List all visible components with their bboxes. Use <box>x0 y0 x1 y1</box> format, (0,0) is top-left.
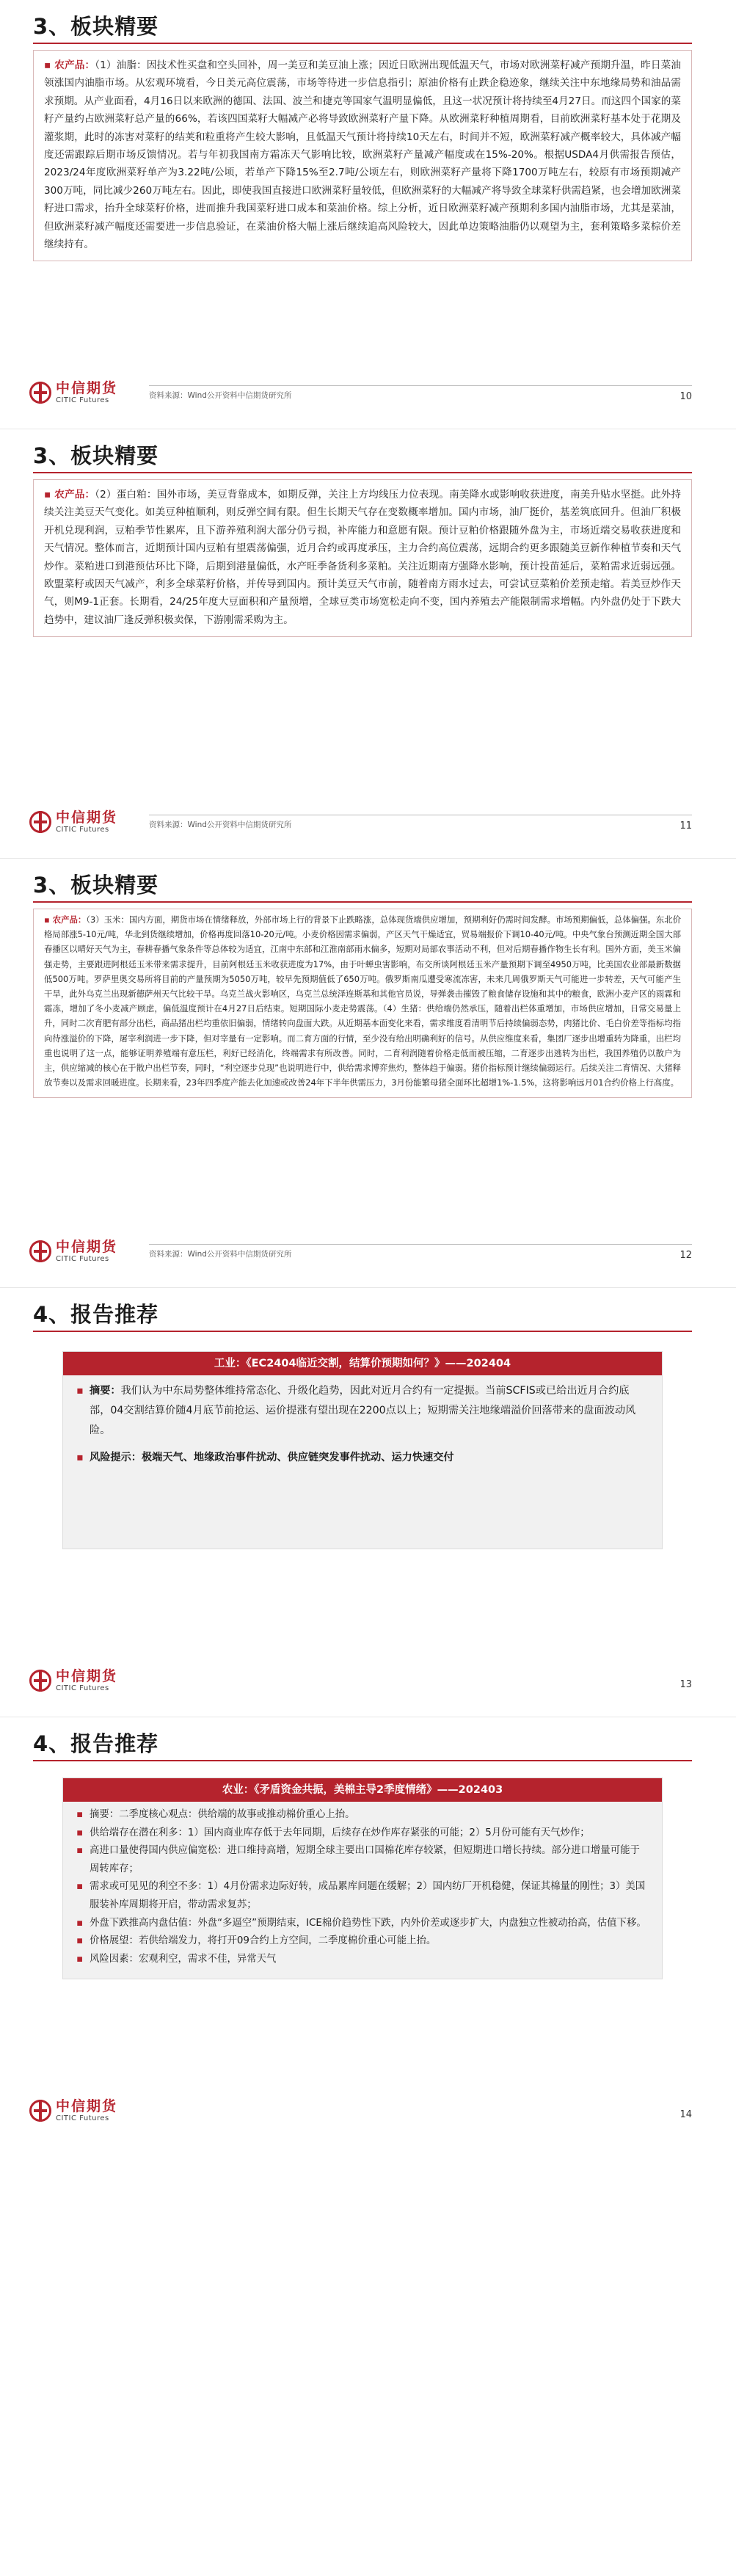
item-text: 价格展望：若供给端发力，将打开09合约上方空间，二季度棉价重心可能上抬。 <box>90 1935 437 1947</box>
page-number: 13 <box>679 1679 692 1690</box>
page-number: 11 <box>679 821 692 832</box>
logo-name-cn: 中信期货 <box>56 809 118 826</box>
source-note: 资料来源：Wind公开资料中信期货研究所 <box>149 1250 292 1259</box>
list-item <box>76 1806 649 1824</box>
list-item <box>76 1932 649 1951</box>
logo-name-cn: 中信期货 <box>56 1668 118 1684</box>
section-title: 3、板块精要 <box>33 873 159 898</box>
citic-logo <box>29 1239 117 1264</box>
content-box <box>33 479 692 637</box>
citic-logo <box>29 2098 117 2123</box>
list-item <box>76 1951 649 1969</box>
title-rule <box>33 901 692 903</box>
section-title: 4、报告推荐 <box>33 1731 159 1756</box>
item-label: 摘要： <box>90 1385 121 1397</box>
report-body <box>63 1375 662 1538</box>
list-item <box>76 1842 649 1878</box>
item-text: 供给端存在潜在利多：1）国内商业库存低于去年同期，后续存在炒作库存紧张的可能；2）5月份可能有天气炒作； <box>90 1827 590 1838</box>
lead-label: 农产品： <box>54 489 95 501</box>
slide-page-10 <box>0 0 736 429</box>
citic-logo-icon <box>29 811 51 833</box>
citic-logo <box>29 1668 117 1693</box>
logo-name-cn: 中信期货 <box>56 380 118 396</box>
section-title: 4、报告推荐 <box>33 1302 159 1327</box>
logo-name-en: CITIC Futures <box>56 1684 109 1692</box>
logo-name-cn: 中信期货 <box>56 1239 118 1255</box>
report-card <box>62 1351 663 1549</box>
bullet-icon: ▪ <box>44 489 55 501</box>
report-title[interactable]: 工业：《EC2404临近交割，结算价预期如何？》——202404 <box>63 1352 662 1375</box>
list-item <box>76 1448 649 1468</box>
title-rule <box>33 43 692 44</box>
report-title[interactable]: 农业：《矛盾资金共振，美棉主导2季度情绪》——202403 <box>63 1778 662 1802</box>
title-rule <box>33 472 692 473</box>
lead-label: 农产品： <box>52 914 87 925</box>
bullet-icon: ▪ <box>44 914 53 925</box>
list-item <box>76 1824 649 1843</box>
item-text: 外盘下跌推高内盘估值：外盘“多逼空”预期结束，ICE棉价趋势性下跌，内外价差或逐步扩大，内盘独立性被动抬高，估值下移。 <box>90 1917 646 1929</box>
lead-label: 农产品： <box>54 59 95 71</box>
bullet-icon: ▪ <box>44 59 55 71</box>
bullet-icon: ▪ <box>76 1917 84 1929</box>
citic-logo-icon <box>29 382 51 404</box>
page-number: 10 <box>679 391 692 402</box>
logo-name-en: CITIC Futures <box>56 2114 109 2122</box>
footer-rule <box>149 1244 692 1245</box>
page-number: 12 <box>679 1250 692 1261</box>
title-rule <box>33 1331 692 1332</box>
citic-logo-icon <box>29 2100 51 2122</box>
bullet-icon: ▪ <box>76 1935 84 1947</box>
content-box <box>33 909 692 1098</box>
paragraph-text: （3）玉米：国内方面，期货市场在情绪释放，外部市场上行的背景下止跌略涨，总体现货端供应增加，预期利好仍需时间发酵。市场预期偏低，总体偏强。东北价格局部涨5-10元/吨，华北到货继续增加，价格再度回落10-20元/吨。小麦价格因需求偏弱，产区天气干燥适宜，贸易端报价下调10-40元/吨。中央气象台预测近期全国大部春播区以晴好天气为主，春耕春播气象条件等总体较为适宜，江南中东部和江淮南部雨水偏多，短期对局部农事活动不利，但对后期春播作物生长有利。国外方面，美玉米偏强走势，主要跟进阿根廷玉米带来需求提升，目前阿根廷玉米收获进度为17%，由于叶蝉虫害影响，布交所谈阿根廷玉米产量预期下调至4950万吨，比美国农业部最新数据低500万吨。罗萨里奥交易所将目前的产量预期为5050万吨，较早先预期值低了650万吨。俄罗斯南瓜遭受寒流冻害，未来几周俄罗斯天气可能进一步转差，天气可能产生干旱，此外乌克兰出现新德萨州天气比较干旱。乌克兰战火影响区，乌克兰总统泽连斯基和其他官员说，导弹袭击摧毁了粮食储存设施和其中的粮食，欧洲小麦产区的雨霖和霜冻，增加了冬小麦减产顾虑，偏低温度预计在4月27日后结束。短期国际小麦走势震荡。（4）生猪：供给端仍然承压，随着出栏体重增加，市场供应增加，日常交易量上升，同时二次育肥有部分出栏，商品猪出栏均重依旧偏弱，情绪转向盘面大跌。从近期基本面变化来看，需求维度看清明节后持续偏弱态势，肉猪比价、毛白价差等指标均指向待涨溢价的下降，屠宰利润进一步下降，但对宰量有一定影响。而二育方面的行情，至少没有给出明确利好的信号。从供应维度来看，集团厂逐步出增重转为降重，出栏均重也说明了这一点，能够证明养殖端有意压栏，利好已经消化，终端需求有所改善。同时，二育利润随着价格走低而被压缩，二育逐步出逃转为出栏，我国养殖仍以散户为主，供应缩减的核心在于散户出栏节奏，同时，“利空逐步兑现”也说明进行中，供给需求博弈焦灼，整体趋于偏弱。猪价指标预计继续偏弱运行。后续关注二育情况、大猪释放节奏以及需求回暖进度。长期来看，23年四季度产能去化加速或改善24年下半年供需压力，3月份能繁母猪全面环比超增1%-1.5%，这将影响远月01合约价格上行高度。 <box>44 914 681 1088</box>
logo-name-en: CITIC Futures <box>56 396 109 404</box>
paragraph <box>44 57 681 253</box>
paragraph <box>44 912 681 1090</box>
slide-page-14 <box>0 1717 736 2147</box>
paragraph-text: （1）油脂：因技术性买盘和空头回补，周一美豆和美豆油上涨；因近日欧洲出现低温天气，市场对欧洲菜籽减产预期升温，昨日菜油领涨国内油脂市场。从宏观环境看，今日美元高位震荡，市场等待进一步信息指引；原油价格有止跌企稳迹象，继续关注中东地缘局势和油品需求预期。从产业面看，4月16日以来欧洲的德国、法国、波兰和捷克等国家气温明显偏低，且这一状况预计将持续至4月27日。而这四个国家的菜籽产量约占欧洲菜籽总产量的66%，若该四国菜籽大幅减产必将导致欧洲菜籽产量下降。从欧洲菜籽种植周期看，目前欧洲菜籽基本处于花期及灌浆期，此时的冻害对菜籽的结荚和粒重将产生较大影响，且低温天气预计将持续10天左右，时间并不短，欧洲菜籽减产概率较大，具体减产幅度还需跟踪后期市场反馈情况。若与年初我国南方霜冻天气影响比较，欧洲菜籽产量减产幅度或在15%-20%。根据USDA4月供需报告预估，2023/24年度欧洲菜籽单产为3.22吨/公顷，若单产下降15%至2.7吨/公顷左右，则欧洲菜籽产量将下降1700万吨左右，较原有市场预期减产300万吨，同比减少260万吨左右。因此，即使我国直接进口欧洲菜籽量较低，但欧洲菜籽的大幅减产将导致全球菜籽供需趋紧，也会增加欧洲菜籽进口需求，抬升全球菜籽价格，进而推升我国菜籽进口成本和菜油价格。综上分析，近日欧洲菜籽减产预期利多国内油脂市场，尤其是菜油，但欧洲菜籽减产幅度还需要进一步信息验证，在菜油价格大幅上涨后继续追高风险较大，因此单边策略油脂仍以观望为主，套利策略多菜棕价差继续持有。 <box>44 59 681 251</box>
item-text: 极端天气、地缘政治事件扰动、供应链突发事件扰动、运力快速交付 <box>141 1452 454 1463</box>
report-body <box>63 1802 662 1968</box>
item-label: 风险提示： <box>90 1452 142 1463</box>
bullet-icon: ▪ <box>76 1809 84 1820</box>
list-item <box>76 1915 649 1933</box>
slide-page-11 <box>0 429 736 859</box>
source-note: 资料来源：Wind公开资料中信期货研究所 <box>149 391 292 400</box>
bullet-icon: ▪ <box>76 1385 84 1397</box>
bullet-icon: ▪ <box>76 1845 84 1857</box>
page-number: 14 <box>679 2109 692 2120</box>
section-title: 3、板块精要 <box>33 443 159 468</box>
bullet-icon: ▪ <box>76 1881 84 1893</box>
citic-logo-icon <box>29 1670 51 1692</box>
citic-logo <box>29 809 117 834</box>
footer-rule <box>149 385 692 386</box>
item-text: 需求或可见见的利空不多：1）4月份需求边际好转，成品累库问题在缓解；2）国内纺厂开机稳健，保证其棉量的刚性；3）美国服装补库周期将开启，带动需求复苏； <box>90 1881 646 1910</box>
item-text: 摘要：二季度核心观点：供给端的故事或推动棉价重心上抬。 <box>90 1809 355 1820</box>
item-text: 我们认为中东局势整体维持常态化、升级化趋势，因此对近月合约有一定提振。当前SCFIS或已给出近月合约底部，04交割结算价随4月底节前抢运、运价提涨有望出现在2200点以上；短期需关注地缘端溢价回落带来的盘面波动风险。 <box>90 1385 636 1436</box>
list-item <box>76 1381 649 1441</box>
title-rule <box>33 1760 692 1761</box>
report-card <box>62 1778 663 1979</box>
citic-logo <box>29 380 117 405</box>
list-item <box>76 1878 649 1914</box>
item-text: 高进口量使得国内供应偏宽松：进口维持高增，短期全球主要出口国棉花库存较紧，但短期进口增长持续。部分进口增量可能于周转库存； <box>90 1845 640 1874</box>
logo-name-en: CITIC Futures <box>56 1255 109 1263</box>
content-box <box>33 50 692 261</box>
section-title: 3、板块精要 <box>33 14 159 39</box>
paragraph-text: （2）蛋白粕：国外市场，美豆背靠成本，如期反弹，关注上方均线压力位表现。南美降水或影响收获进度，南美升贴水坚挺。此外持续关注美豆天气变化。如美豆种植顺利，则反弹空间有限。但生长期天气存在变数概率增加。国内市场，油厂挺价，基差筑底回升。但油厂积极开机兑现利润，豆粕季节性累库，且下游养殖利润大部分仍亏损，补库能力和意愿有限。预计豆粕价格跟随外盘为主，市场近端交易收获进度和天气情况。整体而言，近期预计国内豆粕有望震荡偏强，近月合约或再度承压，主力合约高位震荡，远期合约更多跟随美豆新作种植节奏和天气炒作。菜粕进口到港预估环比下降，后期到港量偏低，水产旺季备货利多菜粕。关注近期南方强降水影响，预计投苗延后，菜粕需求近弱远强。欧盟菜籽或因天气减产，利多全球菜籽价格，并传导到国内。预计美豆天气市前，随着南方雨水过去，可尝试豆菜粕价差预走缩。若美豆炒作天气，则M9-1正套。长期看，24/25年度大豆面积和产量预增，全球豆类市场宽松走向不变，国内养殖去产能限制需求增幅。内外盘仍处于下跌大趋势中，建议油厂逢反弹积极卖保，下游刚需采购为主。 <box>44 489 681 626</box>
logo-name-cn: 中信期货 <box>56 2098 118 2114</box>
paragraph <box>44 486 681 629</box>
bullet-icon: ▪ <box>76 1953 84 1965</box>
slide-page-13 <box>0 1288 736 1717</box>
bullet-icon: ▪ <box>76 1452 84 1463</box>
source-note: 资料来源：Wind公开资料中信期货研究所 <box>149 821 292 829</box>
item-text: 风险因素：宏观利空，需求不佳，异常天气 <box>90 1953 277 1965</box>
bullet-icon: ▪ <box>76 1827 84 1838</box>
logo-name-en: CITIC Futures <box>56 826 109 834</box>
citic-logo-icon <box>29 1240 51 1262</box>
slide-page-12 <box>0 859 736 1288</box>
